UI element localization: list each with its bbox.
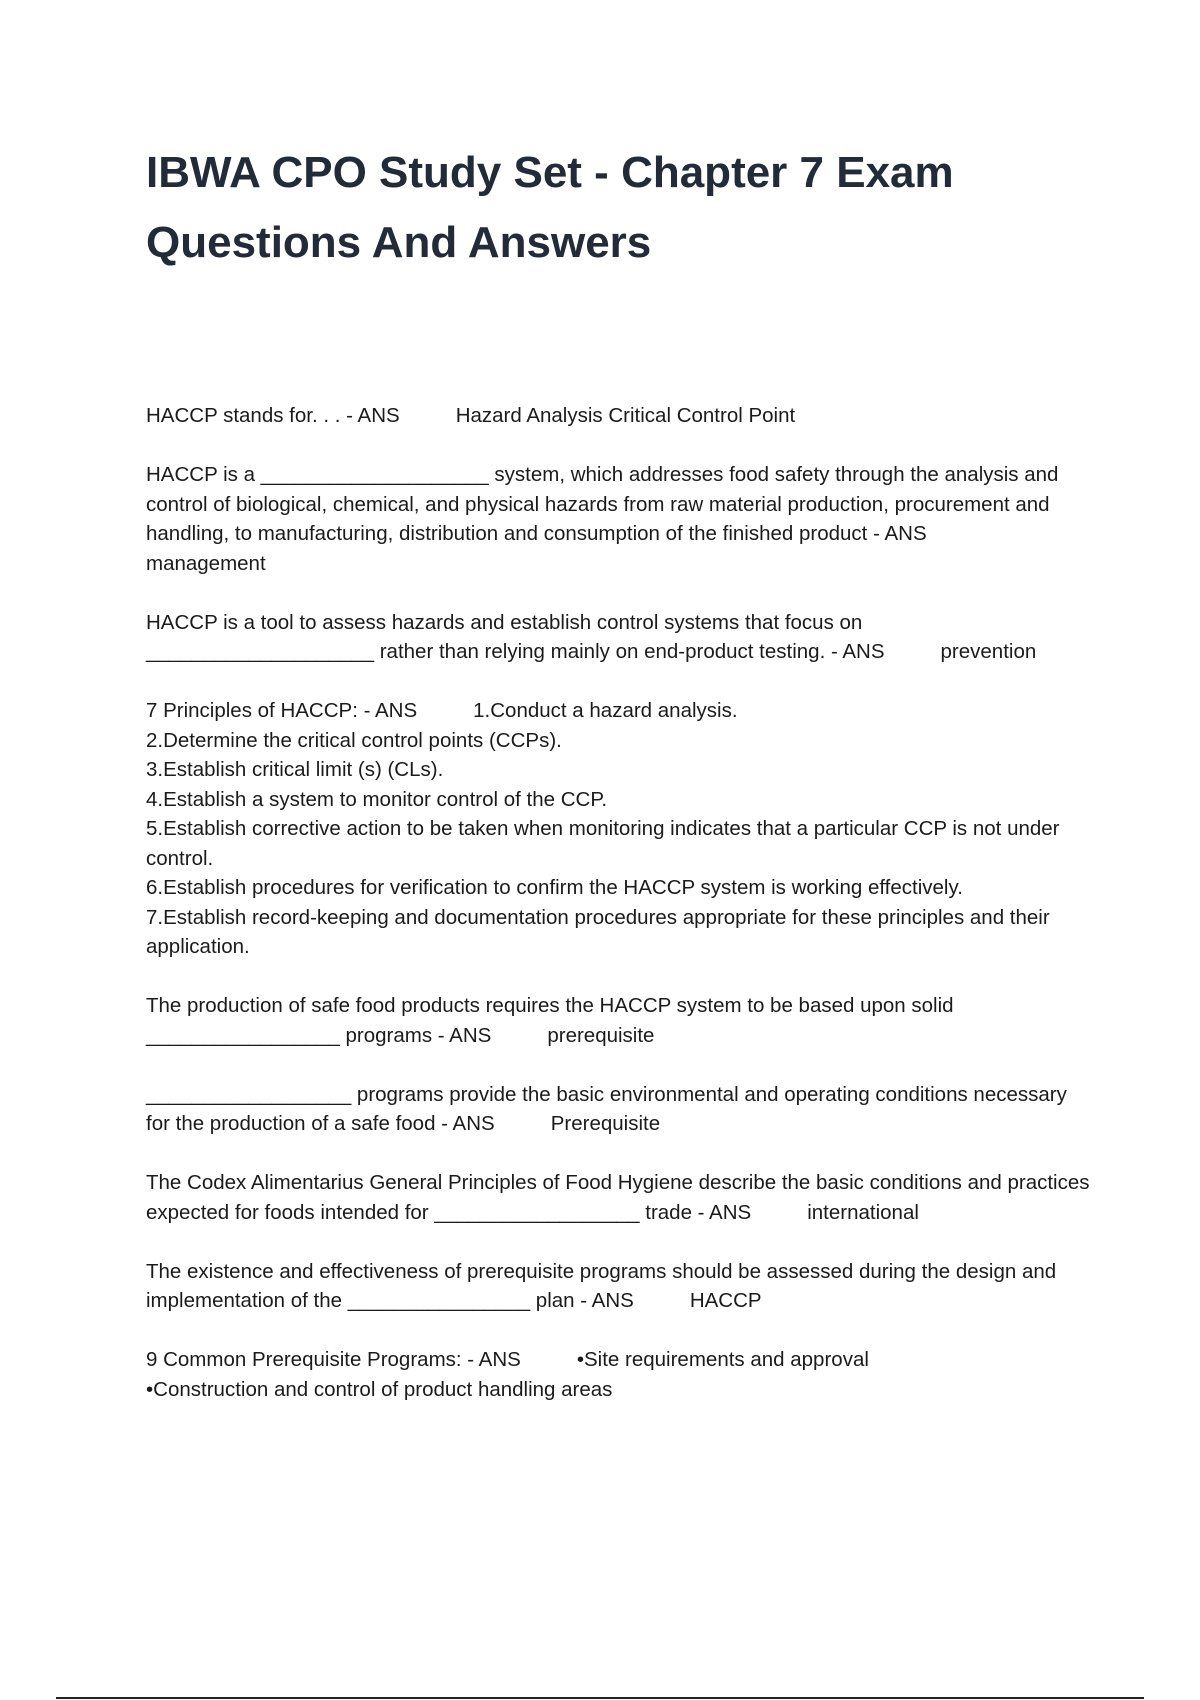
qa-text bbox=[146, 401, 1096, 431]
question-text: 9 Common Prerequisite Programs: - ANS bbox=[146, 1348, 521, 1371]
qa-text bbox=[146, 1257, 1096, 1316]
answer-line: 4.Establish a system to monitor control of the CCP. bbox=[146, 787, 608, 811]
answer-text: international bbox=[807, 1200, 919, 1224]
question-text: The production of safe food products requires the HACCP system to be based upon solid _________________ programs - ANS bbox=[146, 994, 954, 1047]
qa-item bbox=[146, 991, 1096, 1050]
answer-text: HACCP bbox=[689, 1289, 762, 1312]
qa-text bbox=[146, 1168, 1096, 1227]
question-text: HACCP stands for. . . - ANS bbox=[146, 404, 400, 427]
question-text: 7 Principles of HACCP: - ANS bbox=[146, 699, 418, 722]
qa-item bbox=[146, 696, 1096, 962]
answer-text: Prerequisite bbox=[550, 1112, 661, 1135]
answer-line: 3.Establish critical limit (s) (CLs). bbox=[146, 758, 444, 781]
qa-text bbox=[146, 696, 1096, 726]
answer-line: 7.Establish record-keeping and documentation procedures appropriate for these principles and their application. bbox=[146, 905, 1050, 958]
footer-divider bbox=[56, 1697, 1144, 1699]
answer-text: management bbox=[146, 551, 266, 575]
qa-item bbox=[146, 608, 1096, 667]
answer-line: •Construction and control of product handling areas bbox=[146, 1377, 613, 1401]
answer-line: 6.Establish procedures for verification to confirm the HACCP system is working effectively. bbox=[146, 876, 963, 899]
answer-text: prevention bbox=[940, 640, 1037, 663]
question-text: The existence and effectiveness of prerequisite programs should be assessed during the design and implementation of the ________________ plan - ANS bbox=[146, 1259, 1057, 1312]
qa-text bbox=[146, 608, 1096, 667]
question-text: HACCP is a tool to assess hazards and establish control systems that focus on ____________________ rather than relying mainly on end-product testing. - ANS bbox=[146, 610, 885, 663]
answer-text: prerequisite bbox=[547, 1023, 655, 1047]
qa-text bbox=[146, 1080, 1096, 1139]
qa-item bbox=[146, 1080, 1096, 1139]
qa-item bbox=[146, 401, 1096, 431]
answer-text: 1.Conduct a hazard analysis. bbox=[473, 699, 738, 722]
qa-text bbox=[146, 991, 1096, 1050]
qa-item bbox=[146, 1168, 1096, 1227]
qa-item bbox=[146, 1257, 1096, 1316]
qa-text bbox=[146, 460, 1096, 578]
answer-text: •Site requirements and approval bbox=[576, 1348, 869, 1371]
document-title: IBWA CPO Study Set - Chapter 7 Exam Questions And Answers bbox=[146, 148, 954, 267]
answer-line: 5.Establish corrective action to be taken when monitoring indicates that a particular CCP is not under control. bbox=[146, 817, 1060, 870]
answer-text: Hazard Analysis Critical Control Point bbox=[455, 404, 796, 427]
qa-item bbox=[146, 460, 1096, 578]
question-text: The Codex Alimentarius General Principles of Food Hygiene describe the basic conditions and practices expected for foods intended for __________________ trade - ANS bbox=[146, 1171, 1090, 1224]
qa-list bbox=[146, 401, 1096, 1434]
qa-item bbox=[146, 1345, 1096, 1404]
qa-text bbox=[146, 1345, 1096, 1375]
question-text: HACCP is a ____________________ system, which addresses food safety through the analysis and control of biological, chemical, and physical hazards from raw material production, procurement and handling, to manufacturing, distribution and consumption of the finished product - ANS bbox=[146, 463, 1059, 545]
answer-line: 2.Determine the critical control points (CCPs). bbox=[146, 728, 562, 752]
question-text: __________________ programs provide the basic environmental and operating conditions necessary for the production of a safe food - ANS bbox=[146, 1082, 1067, 1135]
